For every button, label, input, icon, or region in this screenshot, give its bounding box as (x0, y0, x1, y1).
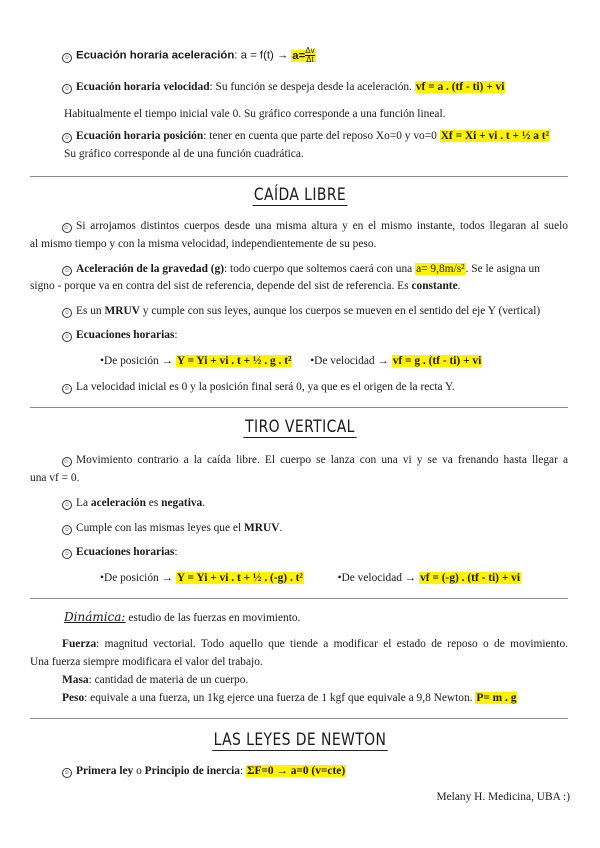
peso-line: Peso: equivale a una fuerza, un 1kg ejerce una fuerza de 1 kgf que equivale a 9,8 Newton. P= m . g (62, 692, 517, 704)
posicion-line: ☺ Ecuación horaria posición: tener en cuenta que parte del reposo Xo=0 y vo=0 Xf = Xi + vi . t + ½ a t² (63, 130, 550, 142)
fuerza-line1: Fuerza: magnitud vectorial. Todo aquello que tiende a modificar el estado de reposo o de movimiento. (62, 638, 568, 650)
smiley-icon: ☺ (63, 551, 71, 557)
divider (30, 176, 568, 177)
tiro-formulas-line: •De posición → Y = Yi + vi . t + ½ . (-g) . t² •De velocidad → vf = (-g) . (tf - ti) + vi (100, 572, 521, 584)
tiro-paragraph-line1: ☺ Movimiento contrario a la caída libre. El cuerpo se lanza con una vi y se va frenando hasta llegar a (63, 454, 568, 466)
divider (30, 598, 568, 599)
tiro-velocidad-formula: vf = (-g) . (tf - ti) + vi (420, 572, 521, 584)
dinamica-line: Dinámica: estudio de las fuerzas en movimiento. (64, 610, 301, 624)
signature: Melany H. Medicina, UBA :) (436, 791, 570, 803)
caida-posicion-formula: Y = Yi + vi . t + ½ . g . t² (176, 355, 292, 367)
caida-paragraph-line1: ☺ Si arrojamos distintos cuerpos desde una misma altura y en el mismo instante, todos llegaran al suelo (63, 220, 568, 232)
smiley-icon: ☺ (63, 334, 71, 340)
caida-ecuaciones-line: ☺ Ecuaciones horarias: (63, 329, 178, 341)
velocidad-line: ☺ Ecuación horaria velocidad: Su función se despeja desde la aceleración. vf = a . (tf - ti) + vi (63, 81, 505, 93)
section-title-caida-libre: CAÍDA LIBRE (253, 185, 347, 205)
gravedad-line2: signo - porque va en contra del sist de referencia, depende del sist de referencia. Es constante. (30, 280, 461, 292)
section-title-newton: LAS LEYES DE NEWTON (213, 730, 387, 750)
caida-inicial-note: ☺ La velocidad inicial es 0 y la posición final será 0, ya que es el origen de la recta Y. (63, 381, 455, 393)
smiley-icon: ☺ (63, 54, 71, 61)
smiley-icon: ☺ (63, 268, 71, 274)
velocidad-note: Habitualmente el tiempo inicial vale 0. Su gráfico corresponde a una función lineal. (64, 108, 446, 120)
smiley-icon: ☺ (63, 86, 71, 92)
cumple-mruv-line: ☺ Cumple con las mismas leyes que el MRUV. (63, 522, 283, 534)
caida-velocidad-formula: vf = g . (tf - ti) + vi (392, 355, 482, 367)
divider (30, 407, 568, 408)
smiley-icon: ☺ (63, 770, 71, 776)
dinamica-heading: Dinámica: (64, 610, 126, 624)
smiley-icon: ☺ (63, 135, 71, 141)
tiro-paragraph-line2: una vf = 0. (30, 472, 80, 484)
tiro-posicion-formula: Y = Yi + vi . t + ½ . (-g) . t² (176, 572, 303, 584)
aceleracion-negativa-line: ☺ La aceleración es negativa. (63, 497, 206, 509)
peso-formula: P= m . g (476, 692, 517, 704)
gravedad-value: a= 9,8m/s² (416, 263, 465, 275)
posicion-note: Su gráfico corresponde al de una función cuadrática. (64, 148, 304, 160)
caida-paragraph-line2: al mismo tiempo y con la misma velocidad, independientemente de su peso. (30, 238, 377, 250)
divider (30, 718, 568, 719)
smiley-icon: ☺ (62, 223, 72, 233)
primera-ley-formula: ΣF=0 → a=0 (v=cte) (247, 765, 346, 777)
smiley-icon: ☺ (62, 457, 72, 467)
primera-ley-line: ☺ Primera ley o Principio de inercia: ΣF=0 → a=0 (v=cte) (63, 765, 346, 777)
caida-formulas-line: •De posición → Y = Yi + vi . t + ½ . g . t² •De velocidad → vf = g . (tf - ti) + vi (100, 355, 482, 367)
posicion-formula: Xf = Xi + vi . t + ½ a t² (440, 130, 550, 142)
smiley-icon: ☺ (63, 386, 71, 392)
fuerza-line2: Una fuerza siempre modificara el valor del trabajo. (30, 656, 263, 668)
gravedad-line: ☺ Aceleración de la gravedad (g): todo cuerpo que soltemos caerá con una a= 9,8m/s². Se le asigna un (63, 263, 540, 275)
mruv-line: ☺ Es un MRUV y cumple con sus leyes, aunque los cuerpos se mueven en el sentido del eje Y (vertical) (63, 305, 541, 317)
tiro-ecuaciones-line: ☺ Ecuaciones horarias: (63, 546, 178, 558)
aceleracion-formula: a= $\frac{\Delta v}{\Delta t}$ (292, 46, 315, 64)
smiley-icon: ☺ (63, 502, 71, 508)
section-title-tiro-vertical: TIRO VERTICAL (245, 417, 355, 437)
masa-line: Masa: cantidad de materia de un cuerpo. (62, 674, 249, 686)
velocidad-formula: vf = a . (tf - ti) + vi (415, 81, 505, 93)
aceleracion-line: ☺ Ecuación horaria aceleración: a = f(t) → a= $\frac{\Delta v}{\Delta t}$ (63, 46, 315, 64)
smiley-icon: ☺ (63, 310, 71, 316)
smiley-icon: ☺ (63, 527, 71, 533)
